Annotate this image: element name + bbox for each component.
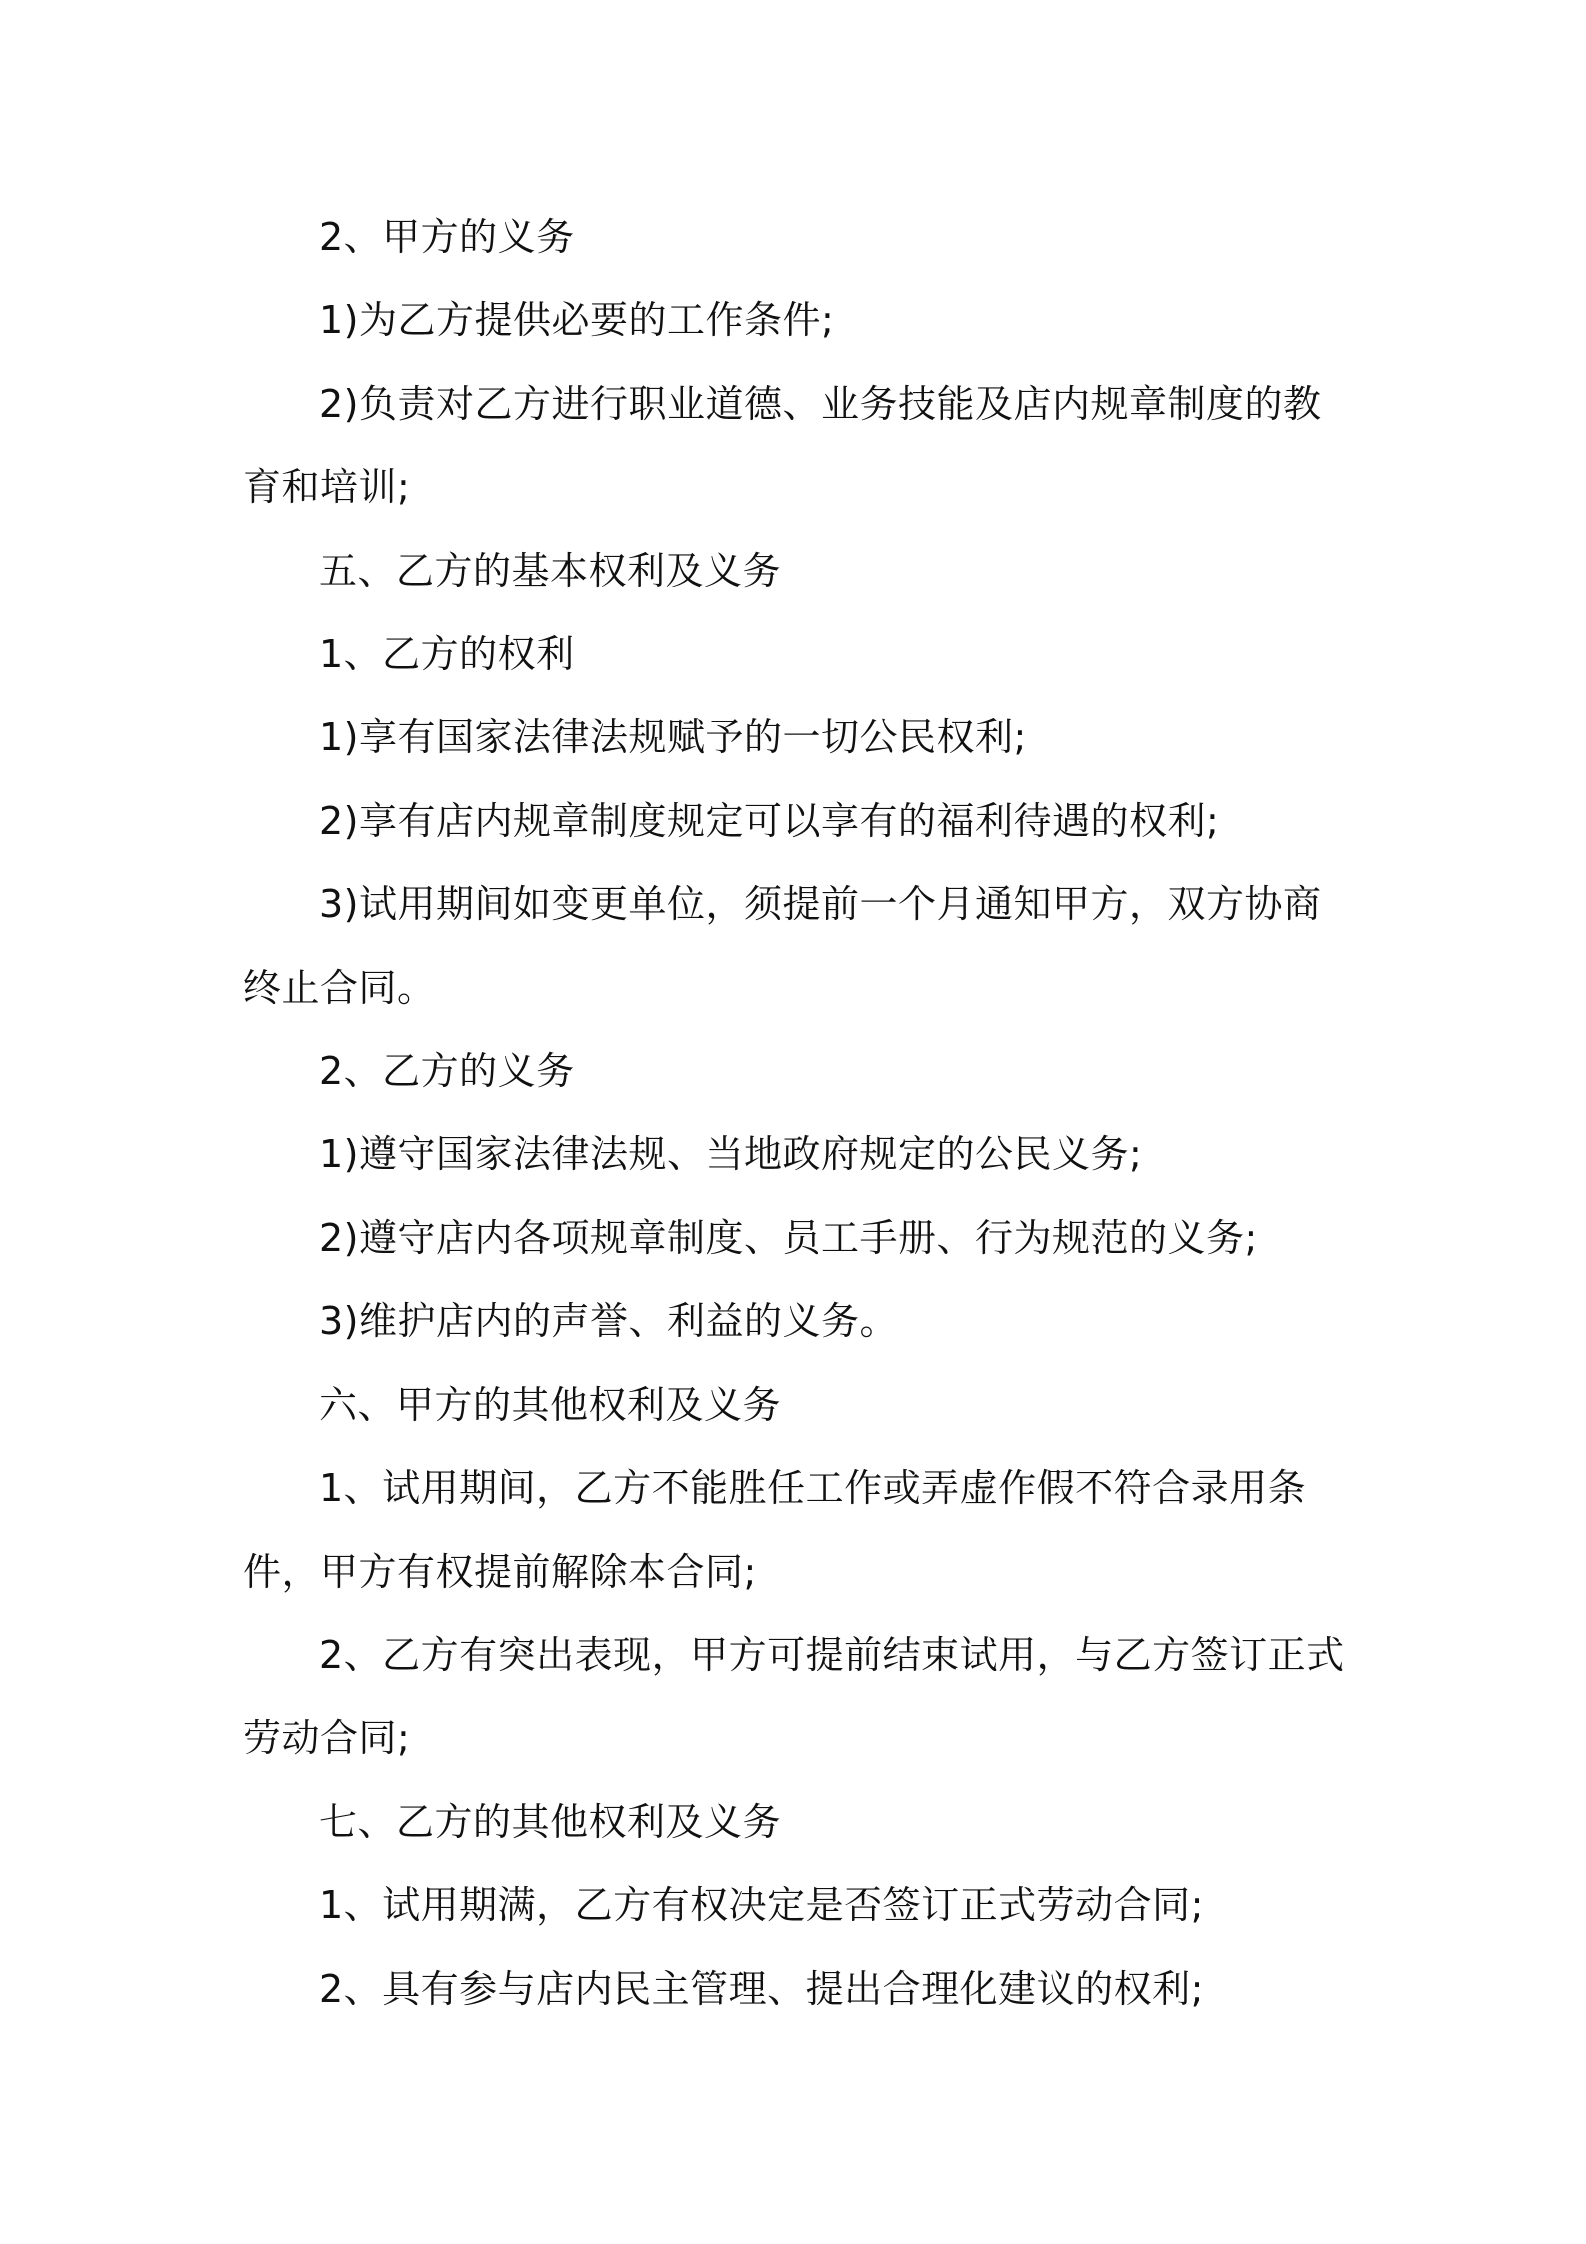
clause-item: 3)维护店内的声誉、利益的义务。: [319, 1299, 899, 1344]
subsection-heading: 2、乙方的义务: [319, 1049, 575, 1094]
clause-item: 3)试用期间如变更单位，须提前一个月通知甲方，双方协商终止合同。: [243, 882, 1322, 1010]
clause-item: 2、乙方有突出表现，甲方可提前结束试用，与乙方签订正式劳动合同;: [243, 1632, 1345, 1761]
clause-item: 1、试用期间，乙方不能胜任工作或弄虚作假不符合录用条件，甲方有权提前解除本合同;: [243, 1466, 1307, 1594]
clause-item: 1)为乙方提供必要的工作条件;: [319, 298, 835, 343]
clause-item: 1、试用期满，乙方有权决定是否签订正式劳动合同;: [319, 1883, 1204, 1928]
clause-item: 1)遵守国家法律法规、当地政府规定的公民义务;: [319, 1132, 1143, 1177]
document-body: [243, 196, 1353, 2031]
section-heading: 七、乙方的其他权利及义务: [319, 1799, 782, 1844]
clause-item: 2)负责对乙方进行职业道德、业务技能及店内规章制度的教育和培训;: [243, 381, 1322, 510]
subsection-heading: 1、乙方的权利: [319, 632, 575, 677]
clause-item: 2、具有参与店内民主管理、提出合理化建议的权利;: [319, 1966, 1204, 2011]
section-heading: 五、乙方的基本权利及义务: [319, 548, 782, 593]
clause-item: 2)享有店内规章制度规定可以享有的福利待遇的权利;: [319, 798, 1220, 843]
section-heading: 六、甲方的其他权利及义务: [319, 1382, 782, 1427]
subsection-heading: 2、甲方的义务: [319, 215, 575, 259]
clause-item: 1)享有国家法律法规赋予的一切公民权利;: [319, 715, 1027, 760]
clause-item: 2)遵守店内各项规章制度、员工手册、行为规范的义务;: [319, 1215, 1258, 1260]
